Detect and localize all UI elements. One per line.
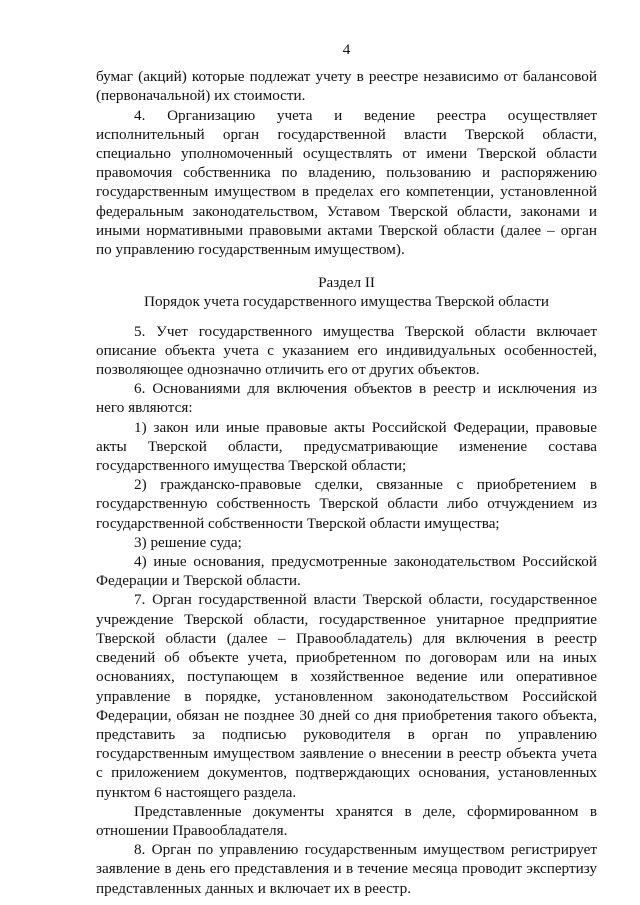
paragraph-item-7: 7. Орган государственной власти Тверской области, государственное учреждение Тверской области, государственное унитарное предприятие Тверской области (далее – Правообладатель) для включения в реестр сведений об объекте учета, приобретенном по договорам или на иных основаниях, поступающем в хозяйственное ведение или оперативное управление в порядке, установленном законодательством Российской Федерации, обязан не позднее 30 дней со дня приобретения такого объекта, представить за подписью руководителя в орган по управлению государственным имуществом заявление о внесении в реестр объекта учета с приложением документов, подтверждающих основания, установленных пунктом 6 настоящего раздела.: [96, 591, 597, 801]
section-heading: Раздел II: [318, 274, 375, 292]
list-item-3: 3) решение суда;: [134, 533, 242, 551]
list-item-2: 2) гражданско-правовые сделки, связанные с приобретением в государственную собственность Тверской области либо отчуждением из государственной собственности Тверской области имущества;: [96, 476, 597, 532]
list-item-1: 1) закон или иные правовые акты Российской Федерации, правовые акты Тверской области, предусматривающие изменение состава государственного имущества Тверской области;: [96, 418, 597, 475]
paragraph-item-5: 5. Учет государственного имущества Тверской области включает описание объекта учета с указанием его индивидуальных особенностей, позволяющее однозначно отличить его от других объектов.: [96, 322, 597, 379]
document-page: [96, 40, 597, 898]
paragraph-item-6: 6. Основаниями для включения объектов в реестр и исключения из него являются:: [96, 380, 597, 417]
list-item-4: 4) иные основания, предусмотренные законодательством Российской Федерации и Тверской области.: [96, 553, 597, 590]
paragraph-item-8: 8. Орган по управлению государственным имуществом регистрирует заявление в день его представления и в течение месяца проводит экспертизу представленных данных и включает их в реестр.: [96, 841, 597, 897]
paragraph-documents: Представленные документы хранятся в деле, сформированном в отношении Правообладателя.: [96, 802, 597, 839]
paragraph-continuation: бумаг (акций) которые подлежат учету в реестре независимо от балансовой (первоначальной) их стоимости.: [96, 68, 597, 105]
section-title: Порядок учета государственного имущества Тверской области: [144, 293, 549, 311]
page-number: 4: [342, 41, 351, 58]
paragraph-item-4: 4. Организацию учета и ведение реестра осуществляет исполнительный орган государственной власти Тверской области, специально уполномоченный осуществлять от имени Тверской области правомочия собственника по владению, пользованию и распоряжению государственным имуществом в пределах его компетенции, установленной федеральным законодательством, Уставом Тверской области, законами и иными нормативными правовыми актами Тверской области (далее – орган по управлению государственным имуществом).: [96, 106, 597, 259]
